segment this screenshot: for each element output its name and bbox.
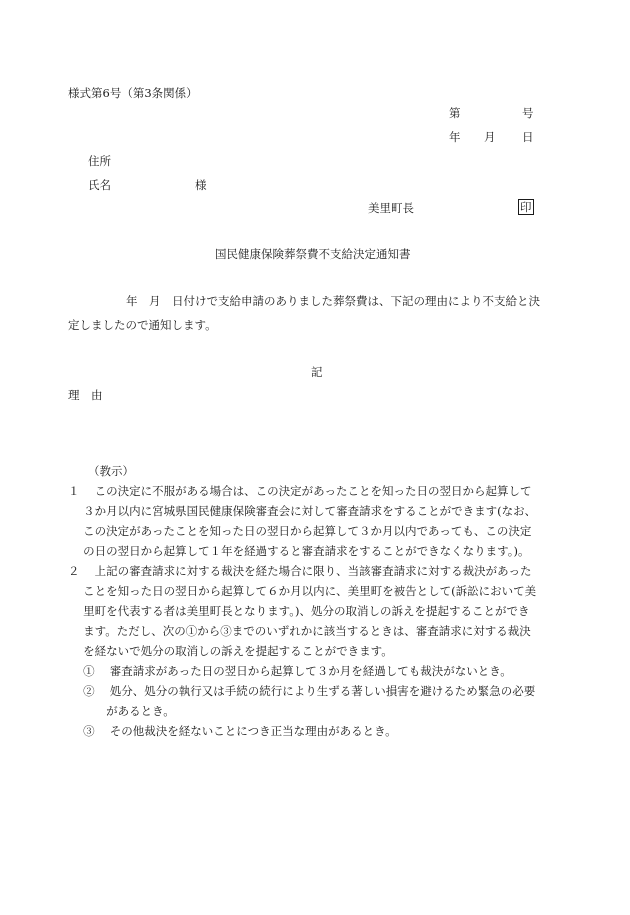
notice-line: ことを知った日の翌日から起算して６か月以内に、美里町を被告として(訴訟において美 [68, 584, 537, 598]
body-line-1: 年 月 日付けで支給申請のありました葬祭費は、下記の理由により不支給と決 [126, 294, 540, 308]
form-label: 様式第6号（第3条関係） [68, 86, 198, 100]
number-suffix: 号 [522, 106, 534, 120]
name-label: 氏名 [88, 178, 111, 192]
name-honorific: 様 [195, 178, 207, 192]
issuer-name: 美里町長 [368, 201, 414, 215]
notice-line: 里町を代表する者は美里町長となります。)、処分の取消しの訴えを提起することができ [68, 604, 530, 618]
appeal-notice [68, 461, 568, 741]
notice-line: ２ 上記の審査請求に対する裁決を経た場合に限り、当該審査請求に対する裁決があった [68, 564, 532, 578]
notice-heading: （教示） [88, 464, 134, 478]
ki-heading: 記 [311, 365, 323, 379]
notice-line: の日の翌日から起算して１年を経過すると審査請求をすることができなくなります。)。 [68, 544, 530, 558]
notice-line: この決定があったことを知った日の翌日から起算して３か月以内であっても、この決定 [68, 524, 532, 538]
date-month: 月 [484, 130, 496, 144]
notice-line: ３か月以内に宮城県国民健康保険審査会に対して審査請求をすることができます(なお、 [68, 504, 537, 518]
document-title: 国民健康保険葬祭費不支給決定通知書 [215, 247, 411, 261]
notice-line: ③ その他裁決を経ないことにつき正当な理由があるとき。 [68, 724, 397, 738]
seal-mark [518, 200, 534, 214]
notice-line: ① 審査請求があった日の翌日から起算して３か月を経過しても裁決がないとき。 [68, 664, 512, 678]
address-label: 住所 [88, 154, 111, 168]
notice-line: ② 処分、処分の執行又は手続の続行により生ずる著しい損害を避けるため緊急の必要 [68, 684, 536, 698]
seal-text: 印 [520, 200, 532, 214]
body-line-2: 定しましたので通知します。 [68, 317, 217, 332]
notice-line: を経ないで処分の取消しの訴えを提起することができます。 [68, 644, 393, 658]
notice-line: １ この決定に不服がある場合は、この決定があったことを知った日の翌日から起算して [68, 484, 532, 498]
body-paragraph [68, 290, 540, 337]
reason-label: 理 由 [68, 388, 103, 402]
notice-line: ます。ただし、次の①から③までのいずれかに該当するときは、審査請求に対する裁決 [68, 624, 531, 638]
notice-line: があるとき。 [68, 704, 175, 718]
number-prefix: 第 [449, 106, 461, 120]
date-year: 年 [449, 130, 461, 144]
date-day: 日 [522, 130, 534, 144]
